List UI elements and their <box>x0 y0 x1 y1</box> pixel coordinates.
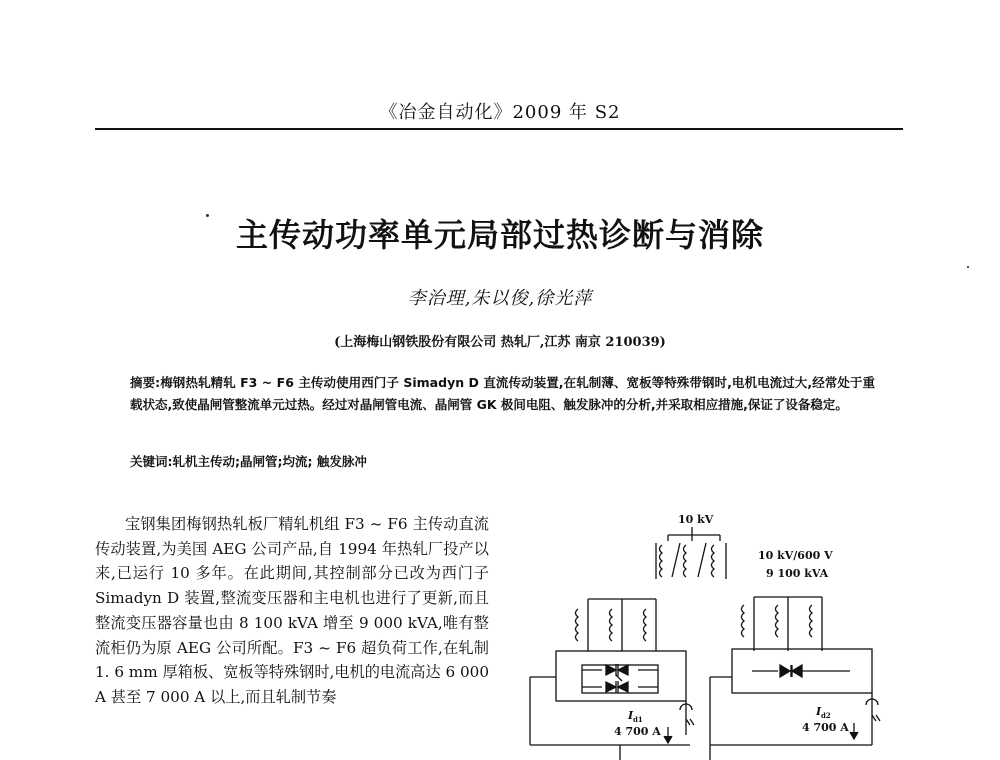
left-current-value: 4 700 A <box>614 725 661 738</box>
header-rule <box>95 128 903 130</box>
transformer-primary-coils <box>656 543 726 579</box>
right-current-symbol: I <box>816 705 822 718</box>
journal-header: 《冶金自动化》2009 年 S2 <box>379 102 621 123</box>
transformer-power-label: 9 100 kVA <box>766 567 829 580</box>
abstract-text: 梅钢热轧精轧 F3 ~ F6 主传动使用西门子 Simadyn D 直流传动装置,在轧制薄、宽板等特殊带钢时,电机电流过大,经常处于重载状态,致使晶闸管整流单元过热。经过对晶闸管电流、晶闸管 GK 极间电阻、触发脉冲的分析,并采取相应措施,保证了设备稳定。 <box>130 375 875 412</box>
transformer-ratio-label: 10 kV/600 V <box>758 549 833 562</box>
scan-speck <box>967 266 969 268</box>
keywords-label: 关键词: <box>130 454 173 469</box>
right-thyristor-symbol <box>752 665 850 677</box>
left-current-symbol: I <box>628 709 634 722</box>
supply-voltage-label: 10 kV <box>678 513 714 526</box>
paper-affiliation: (上海梅山钢铁股份有限公司 热轧厂,江苏 南京 210039) <box>334 335 666 350</box>
right-secondary-coils <box>742 597 823 651</box>
right-current-subscript: d2 <box>821 711 831 720</box>
circuit-diagram-figure <box>520 505 900 760</box>
paper-authors: 李治理,朱以俊,徐光萍 <box>407 288 593 309</box>
abstract-label: 摘要: <box>130 375 161 390</box>
keywords-text: 轧机主传动;晶闸管;均流; 触发脉冲 <box>172 454 367 469</box>
paper-title: 主传动功率单元局部过热诊断与消除 <box>235 216 764 254</box>
left-secondary-coils <box>576 599 657 651</box>
body-paragraph: 宝钢集团梅钢热轧板厂精轧机组 F3 ~ F6 主传动直流传动装置,为美国 AEG 公司产品,自 1994 年热轧厂投产以来,已运行 10 多年。在此期间,其控制部分已改为西门子 Simadyn D 装置,整流变压器和主电机也进行了更新,而且整流变压器容量也由 8 100 kVA 增至 9 000 kVA,唯有整流柜仍为原 AEG 公司所配。F3 ~ F6 超负荷工作,在轧制 1. 6 mm 厚箱板、宽板等特殊钢时,电机的电流高达 6 000 A 甚至 7 000 A 以上,而且轧制节奏 <box>95 515 489 706</box>
left-thyristor-symbols <box>582 664 658 693</box>
abstract <box>130 372 875 416</box>
right-current-value: 4 700 A <box>802 721 849 734</box>
keywords <box>130 452 875 470</box>
left-current-subscript: d1 <box>633 715 643 724</box>
